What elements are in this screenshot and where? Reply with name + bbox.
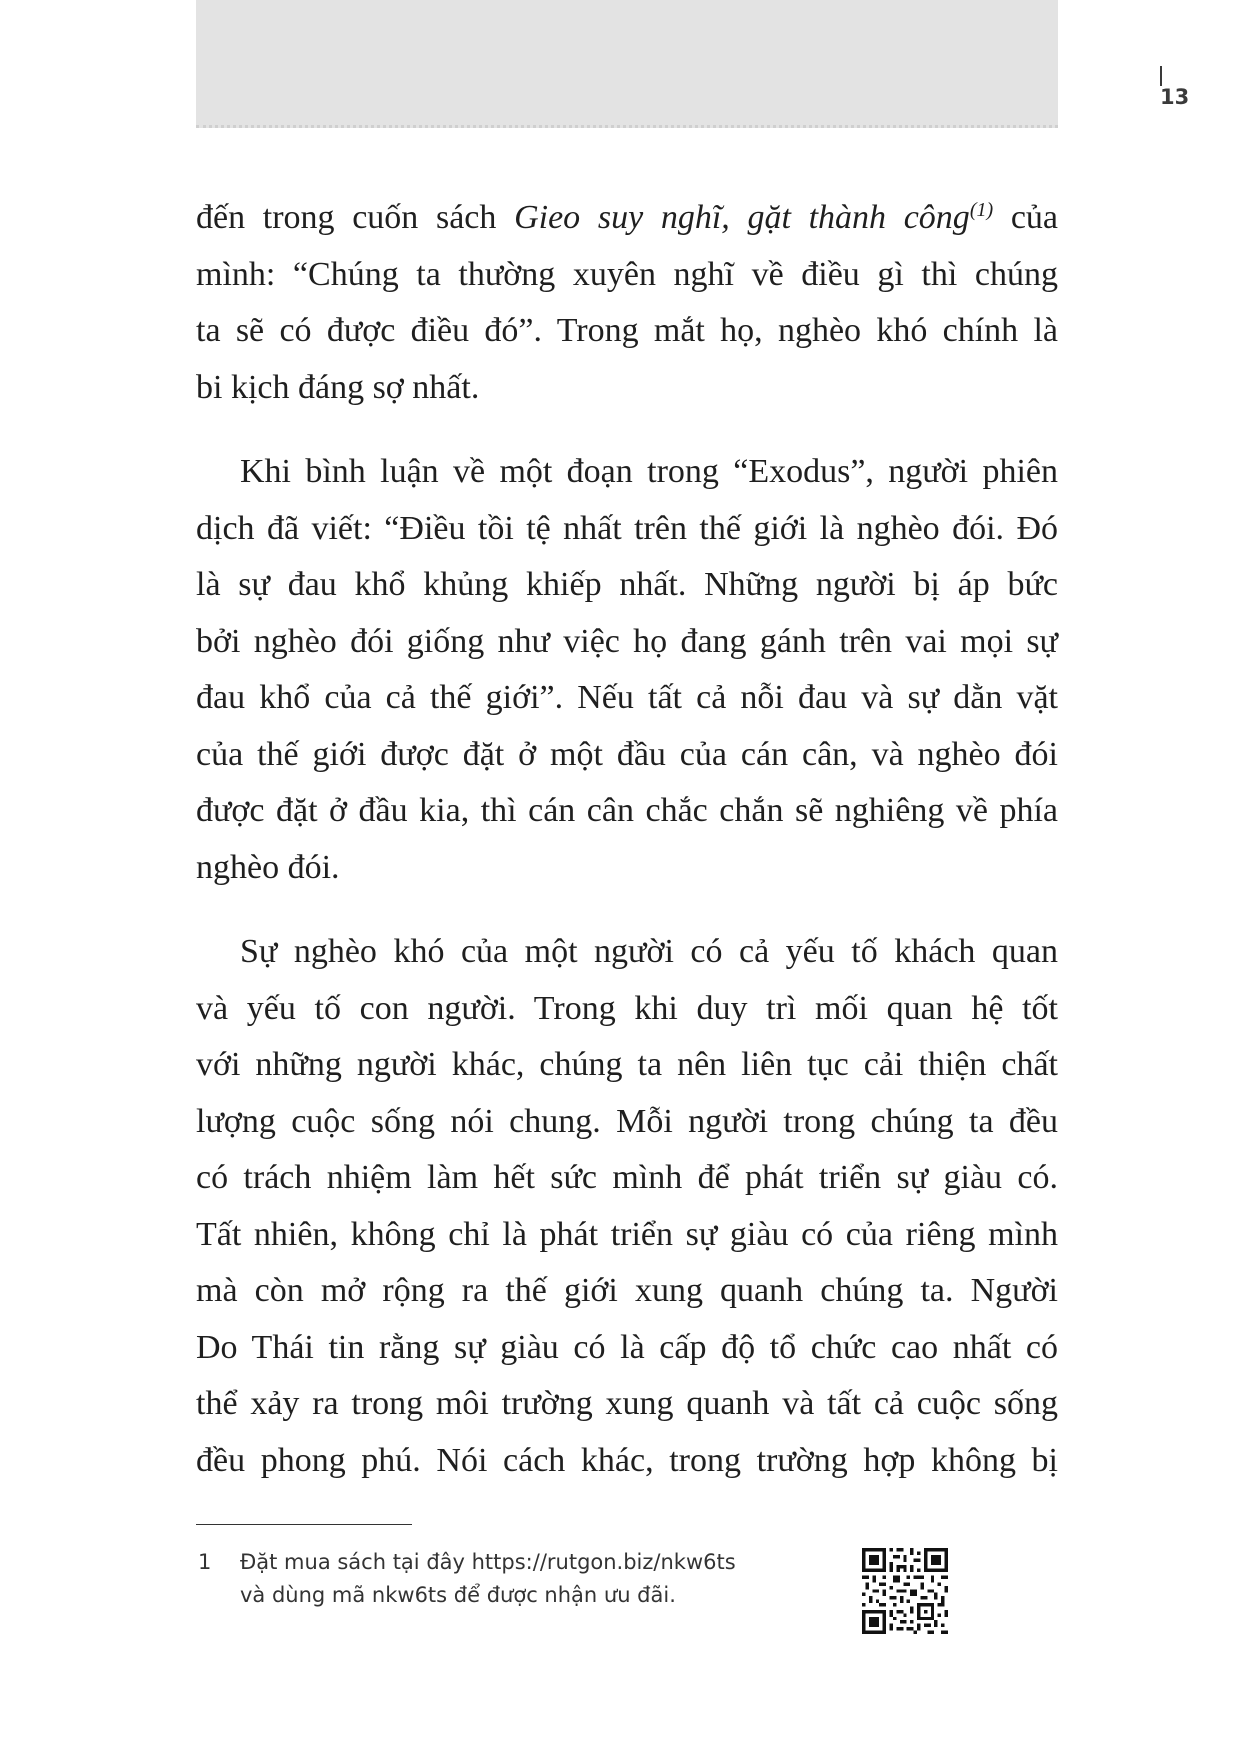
paragraph-3-line: thể xảy ra trong môi trường xung quanh và tất cả cuộc sống bbox=[196, 1385, 1058, 1422]
paragraph-1 bbox=[196, 190, 1058, 416]
footnote-number: 1 bbox=[198, 1550, 212, 1574]
footnote-reference[interactable]: (1) bbox=[969, 199, 994, 221]
paragraph-3-line: Tất nhiên, không chỉ là phát triển sự giàu có của riêng mình bbox=[196, 1215, 1058, 1253]
paragraph-3-line: đều phong phú. Nói cách khác, trong trường hợp không bị bbox=[196, 1441, 1058, 1479]
paragraph-2 bbox=[196, 444, 1058, 896]
paragraph-1-line-1: đến trong cuốn sách Gieo suy nghĩ, gặt thành công$^{(1)}$ của bbox=[196, 199, 1058, 236]
page-number-value: 13 bbox=[1160, 85, 1190, 109]
paragraph-1-line-2: mình: “Chúng ta thường xuyên nghĩ về điều gì thì chúng bbox=[196, 255, 1058, 293]
paragraph-1-line-3: ta sẽ có được điều đó”. Trong mắt họ, nghèo khó chính là bbox=[196, 312, 1058, 349]
paragraph-3-line: với những người khác, chúng ta nên liên tục cải thiện chất bbox=[196, 1046, 1058, 1083]
paragraph-1-line-4: bi kịch đáng sợ nhất. bbox=[196, 368, 480, 406]
footnote-line-2: và dùng mã nkw6ts để được nhận ưu đãi. bbox=[240, 1583, 676, 1607]
paragraph-3-line: lượng cuộc sống nói chung. Mỗi người trong chúng ta đều bbox=[196, 1102, 1058, 1140]
page-number bbox=[1160, 66, 1189, 108]
paragraph-3-line: có trách nhiệm làm hết sức mình để phát triển sự giàu có. bbox=[196, 1159, 1058, 1196]
book-title: Gieo suy nghĩ, gặt thành công bbox=[514, 199, 970, 236]
paragraph-3-line: và yếu tố con người. Trong khi duy trì mối quan hệ tốt bbox=[196, 989, 1058, 1027]
footnote-divider bbox=[196, 1524, 412, 1525]
body-text bbox=[196, 190, 1058, 1517]
paragraph-2-line: đau khổ của cả thế giới”. Nếu tất cả nỗi đau và sự dằn vặt bbox=[196, 679, 1058, 716]
paragraph-2-line: Khi bình luận về một đoạn trong “Exodus”, người phiên bbox=[240, 453, 1058, 490]
paragraph-2-line: dịch đã viết: “Điều tồi tệ nhất trên thế giới là nghèo đói. Đó bbox=[196, 509, 1058, 547]
footnote-line-1[interactable]: Đặt mua sách tại đây https://rutgon.biz/nkw6ts bbox=[240, 1550, 736, 1574]
paragraph-2-line: là sự đau khổ khủng khiếp nhất. Những người bị áp bức bbox=[196, 566, 1058, 603]
paragraph-3-line: Do Thái tin rằng sự giàu có là cấp độ tổ chức cao nhất có bbox=[196, 1328, 1058, 1366]
qr-code-icon[interactable] bbox=[862, 1548, 948, 1634]
paragraph-3-line: mà còn mở rộng ra thế giới xung quanh chúng ta. Người bbox=[196, 1272, 1058, 1309]
paragraph-3-line: Sự nghèo khó của một người có cả yếu tố khách quan bbox=[240, 933, 1058, 970]
footnote-text bbox=[240, 1546, 736, 1612]
paragraph-2-line: của thế giới được đặt ở một đầu của cán cân, và nghèo đói bbox=[196, 735, 1058, 773]
paragraph-2-line: nghèo đói. bbox=[196, 848, 340, 886]
paragraph-2-line: bởi nghèo đói giống như việc họ đang gánh trên vai mọi sự bbox=[196, 622, 1058, 660]
paragraph-2-line: được đặt ở đầu kia, thì cán cân chắc chắn sẽ nghiêng về phía bbox=[196, 792, 1058, 829]
page-header-band bbox=[196, 0, 1190, 128]
page-number-divider bbox=[1160, 66, 1162, 86]
paragraph-3 bbox=[196, 924, 1058, 1489]
